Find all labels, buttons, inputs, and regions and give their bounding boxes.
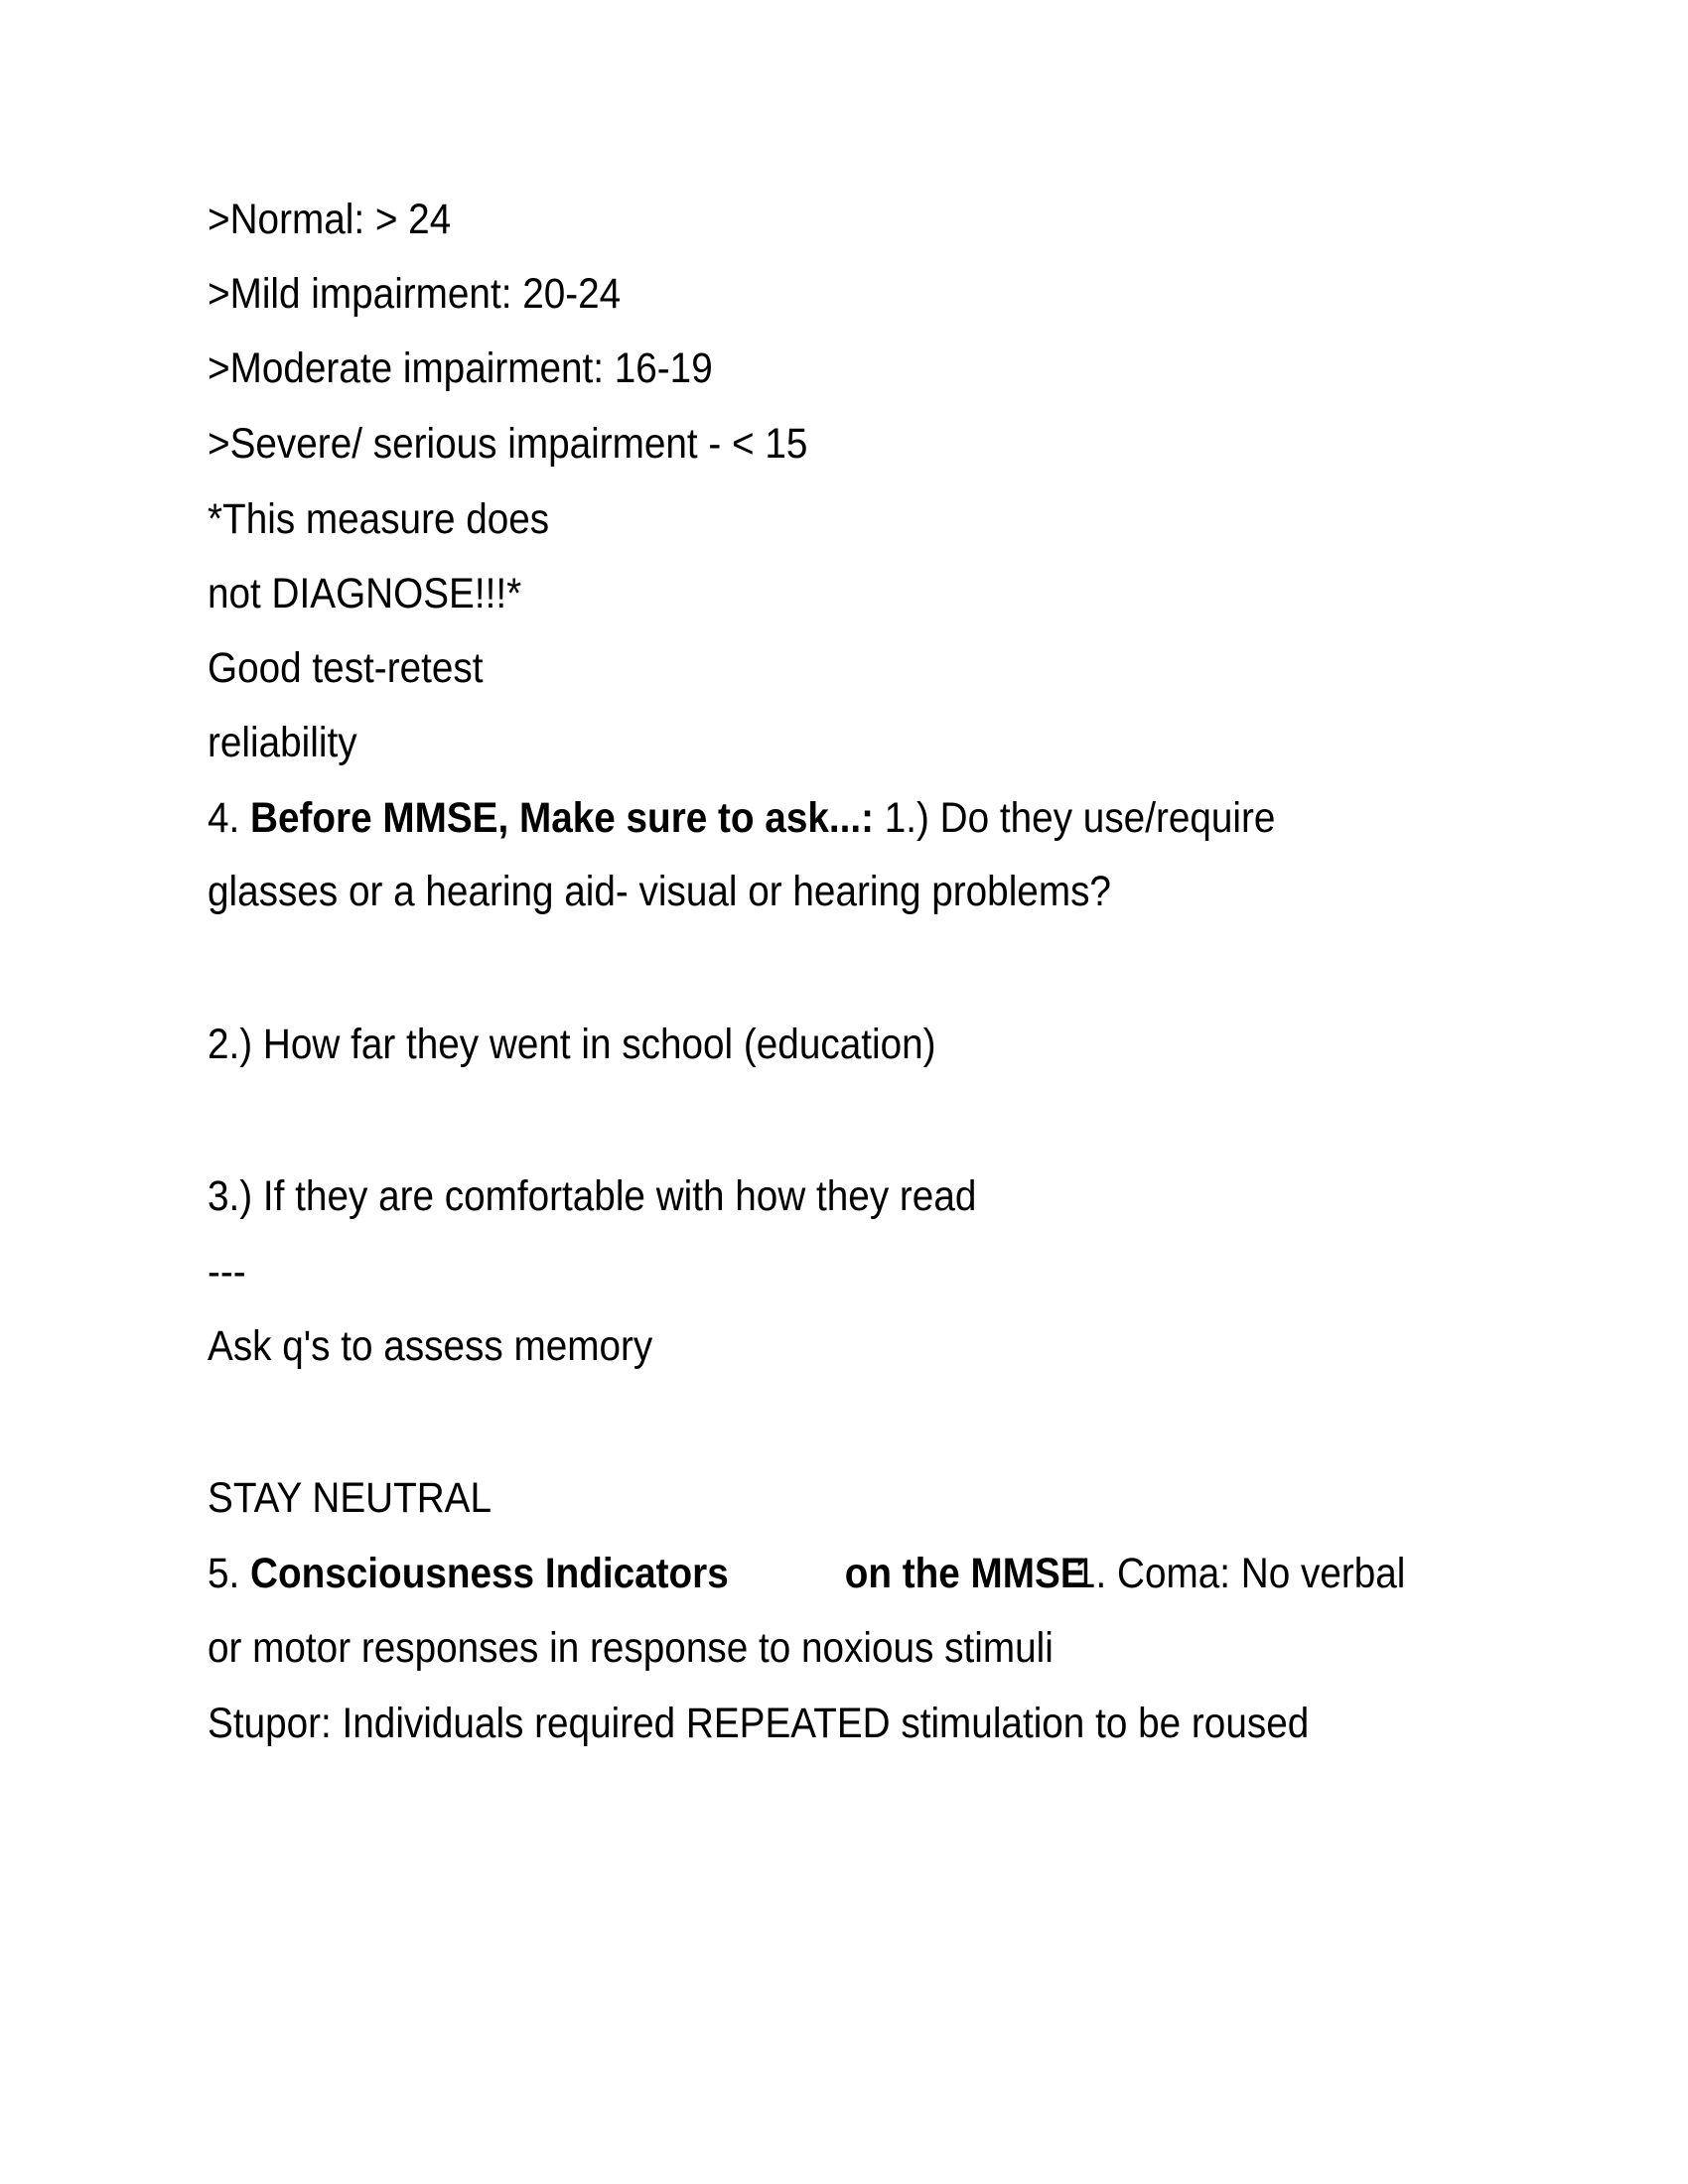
item-4	[208, 781, 1275, 856]
item-4-continued: glasses or a hearing aid- visual or hearing problems?	[208, 868, 1111, 915]
item-5-text: 1. Coma: No verbal	[1074, 1550, 1406, 1597]
item-5-number: 5.	[208, 1550, 251, 1597]
score-severe: >Severe/ serious impairment - < 15	[208, 420, 808, 468]
item-4-question-3: 3.) If they are comfortable with how they read	[208, 1172, 977, 1220]
reliability-line-2: reliability	[208, 719, 357, 766]
note-line-2: not DIAGNOSE!!!*	[208, 570, 522, 617]
item-4-title: Before MMSE, Make sure to ask...:	[250, 794, 875, 842]
item-5-continued: or motor responses in response to noxious stimuli	[208, 1624, 1054, 1672]
note-line-1: *This measure does	[208, 495, 550, 543]
memory-line: Ask q's to assess memory	[208, 1322, 653, 1370]
item-4-text: 1.) Do they use/require	[874, 794, 1276, 842]
item-4-question-2: 2.) How far they went in school (education)	[208, 1021, 936, 1068]
item-5	[208, 1537, 1406, 1611]
score-normal: >Normal: > 24	[208, 196, 452, 243]
reliability-line-1: Good test-retest	[208, 644, 484, 692]
neutral-line: STAY NEUTRAL	[208, 1474, 492, 1522]
score-moderate: >Moderate impairment: 16-19	[208, 344, 713, 392]
item-5-title-a: Consciousness Indicators	[250, 1550, 729, 1597]
stupor-line: Stupor: Individuals required REPEATED stimulation to be roused	[208, 1700, 1310, 1747]
score-mild: >Mild impairment: 20-24	[208, 270, 622, 318]
item-5-title-b: on the MMSE	[844, 1550, 1086, 1597]
item-4-number: 4.	[208, 794, 251, 842]
separator: ---	[208, 1248, 246, 1296]
